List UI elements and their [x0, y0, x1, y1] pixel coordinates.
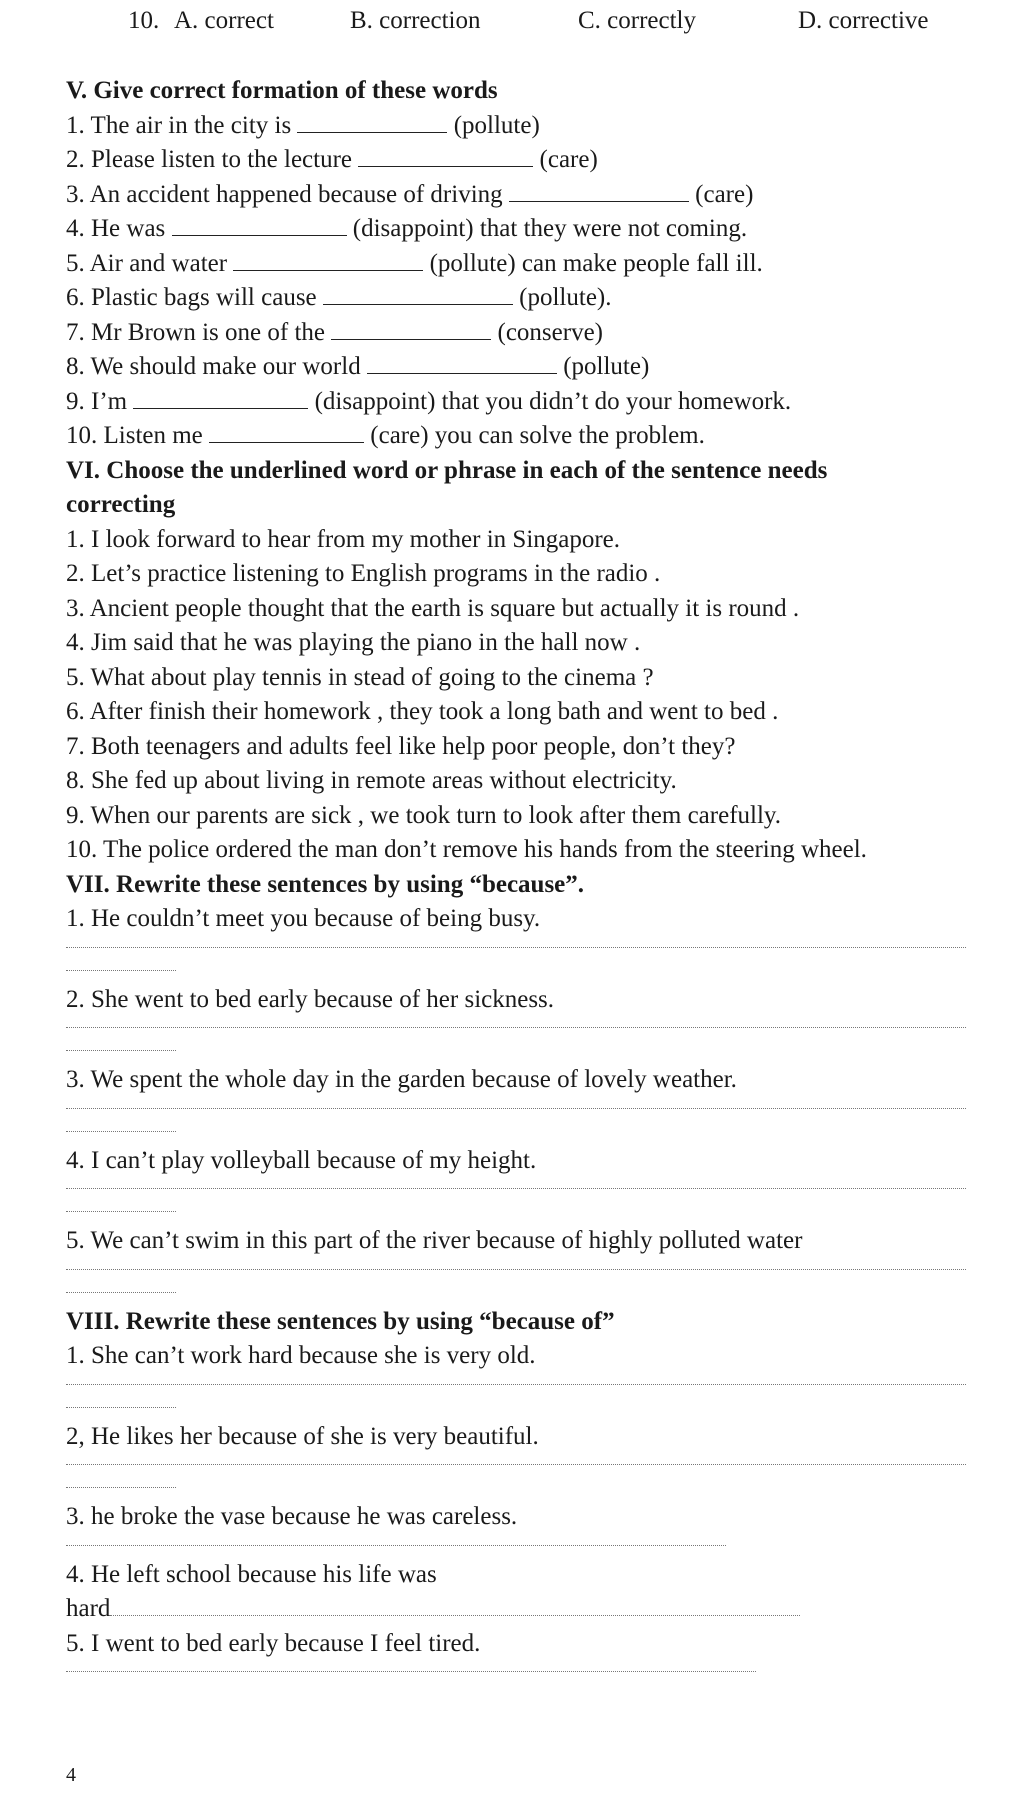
- q10-option-c: C. correctly: [578, 7, 697, 34]
- s6-item-3: 3. Ancient people thought that the earth is square but actually it is round .: [66, 594, 800, 622]
- answer-line[interactable]: [66, 1201, 176, 1212]
- s5-item-9: [66, 385, 966, 420]
- s5-item-4-hint: (disappoint) that they were not coming.: [346, 215, 748, 242]
- section-5-heading: V. Give correct formation of these words: [66, 77, 498, 104]
- s5-item-3-hint: (care): [688, 180, 754, 208]
- section-7-heading: VII. Rewrite these sentences by using “because”.: [66, 870, 585, 898]
- answer-line[interactable]: [66, 1098, 966, 1109]
- answer-blank[interactable]: [172, 213, 347, 236]
- question-10-options: [0, 4, 1024, 38]
- s6-item-9: 9. When our parents are sick , we took turn to look after them carefully.: [66, 801, 782, 829]
- answer-blank[interactable]: [358, 144, 533, 167]
- s6-item-1: 1. I look forward to hear from my mother in Singapore.: [66, 525, 621, 553]
- s5-item-3-text: 3. An accident happened because of driving: [66, 180, 509, 208]
- answer-line[interactable]: [66, 1397, 176, 1408]
- s5-item-10-hint: (care) you can solve the problem.: [364, 422, 705, 449]
- answer-line[interactable]: [66, 1282, 176, 1293]
- s5-item-1-hint: (pollute): [447, 111, 540, 139]
- q10-option-a: A. correct: [174, 7, 274, 34]
- s5-item-6-hint: (pollute).: [512, 284, 612, 311]
- answer-blank[interactable]: [233, 248, 423, 271]
- s5-item-5-hint: (pollute) can make people fall ill.: [423, 249, 763, 277]
- s5-item-1: [66, 109, 966, 144]
- s5-item-6-text: 6. Plastic bags will cause: [66, 284, 323, 311]
- answer-line[interactable]: [66, 1017, 966, 1028]
- s5-item-8: [66, 350, 966, 385]
- s5-item-9-text: 9. I’m: [66, 387, 134, 415]
- s6-item-7: 7. Both teenagers and adults feel like help poor people, don’t they?: [66, 732, 736, 760]
- s8-item-4: 4. He left school because his life was: [66, 1560, 437, 1588]
- answer-line[interactable]: [66, 1535, 726, 1546]
- answer-line[interactable]: [66, 960, 176, 971]
- answer-line[interactable]: [66, 1477, 176, 1488]
- s8-item-2: 2, He likes her because of she is very beautiful.: [66, 1422, 539, 1450]
- s5-item-6: [66, 281, 966, 316]
- answer-line[interactable]: [66, 1374, 966, 1385]
- s8-item-3: 3. he broke the vase because he was careless.: [66, 1503, 518, 1530]
- s6-item-10: 10. The police ordered the man don’t remove his hands from the steering wheel.: [66, 836, 867, 863]
- worksheet-content: [66, 74, 966, 1684]
- answer-blank[interactable]: [133, 386, 308, 409]
- answer-blank[interactable]: [367, 351, 557, 374]
- s5-item-5-text: 5. Air and water: [66, 249, 234, 277]
- answer-line[interactable]: [66, 1178, 966, 1189]
- answer-blank[interactable]: [323, 282, 513, 305]
- answer-blank[interactable]: [209, 420, 364, 443]
- answer-line[interactable]: [66, 1661, 756, 1672]
- s8-item-5: 5. I went to bed early because I feel tired.: [66, 1629, 481, 1657]
- answer-line[interactable]: [66, 1259, 966, 1270]
- s5-item-9-hint: (disappoint) that you didn’t do your homework.: [308, 387, 792, 415]
- answer-blank[interactable]: [331, 317, 491, 340]
- s7-item-4: 4. I can’t play volleyball because of my height.: [66, 1146, 537, 1174]
- answer-blank[interactable]: [297, 110, 447, 133]
- s6-item-2: 2. Let’s practice listening to English programs in the radio .: [66, 560, 661, 587]
- s5-item-8-hint: (pollute): [556, 353, 650, 380]
- q10-option-d: D. corrective: [798, 7, 929, 34]
- answer-line[interactable]: [66, 1454, 966, 1465]
- s8-item-4-word: hard: [66, 1595, 111, 1622]
- s5-item-10-text: 10. Listen me: [66, 422, 210, 449]
- page-number: 4: [66, 1764, 76, 1786]
- section-6-heading: VI. Choose the underlined word or phrase in each of the sentence needs correcting: [66, 456, 828, 518]
- answer-line[interactable]: [66, 937, 966, 948]
- s7-item-5: 5. We can’t swim in this part of the river because of highly polluted water: [66, 1227, 803, 1254]
- answer-line[interactable]: [66, 1040, 176, 1051]
- s7-item-2: 2. She went to bed early because of her sickness.: [66, 985, 555, 1013]
- answer-blank[interactable]: [509, 179, 689, 202]
- section-8-heading: VIII. Rewrite these sentences by using “because of”: [66, 1307, 615, 1335]
- answer-line[interactable]: [66, 1121, 176, 1132]
- s5-item-4: [66, 212, 966, 247]
- s8-item-1: 1. She can’t work hard because she is very old.: [66, 1342, 536, 1369]
- s8-item-4-continued: [66, 1592, 966, 1627]
- s6-item-5: 5. What about play tennis in stead of going to the cinema ?: [66, 663, 654, 691]
- s5-item-3: [66, 178, 966, 213]
- s6-item-4: 4. Jim said that he was playing the piano in the hall now .: [66, 629, 641, 656]
- s5-item-8-text: 8. We should make our world: [66, 353, 367, 380]
- s5-item-7-hint: (conserve): [491, 318, 603, 346]
- s5-item-5: [66, 247, 966, 282]
- q10-option-b: B. correction: [350, 7, 481, 34]
- s5-item-7: [66, 316, 966, 351]
- s6-item-6: 6. After finish their homework , they took a long bath and went to bed .: [66, 698, 779, 725]
- s5-item-10: [66, 419, 966, 454]
- s5-item-7-text: 7. Mr Brown is one of the: [66, 318, 332, 346]
- s5-item-2-hint: (care): [533, 146, 598, 173]
- answer-line[interactable]: [110, 1599, 800, 1616]
- q10-number: 10.: [128, 7, 160, 34]
- s5-item-1-text: 1. The air in the city is: [66, 111, 298, 139]
- s6-item-8: 8. She fed up about living in remote areas without electricity.: [66, 767, 677, 794]
- s5-item-2: [66, 143, 966, 178]
- s5-item-2-text: 2. Please listen to the lecture: [66, 146, 359, 173]
- s7-item-1: 1. He couldn’t meet you because of being busy.: [66, 905, 541, 932]
- s7-item-3: 3. We spent the whole day in the garden because of lovely weather.: [66, 1066, 737, 1093]
- s5-item-4-text: 4. He was: [66, 215, 172, 242]
